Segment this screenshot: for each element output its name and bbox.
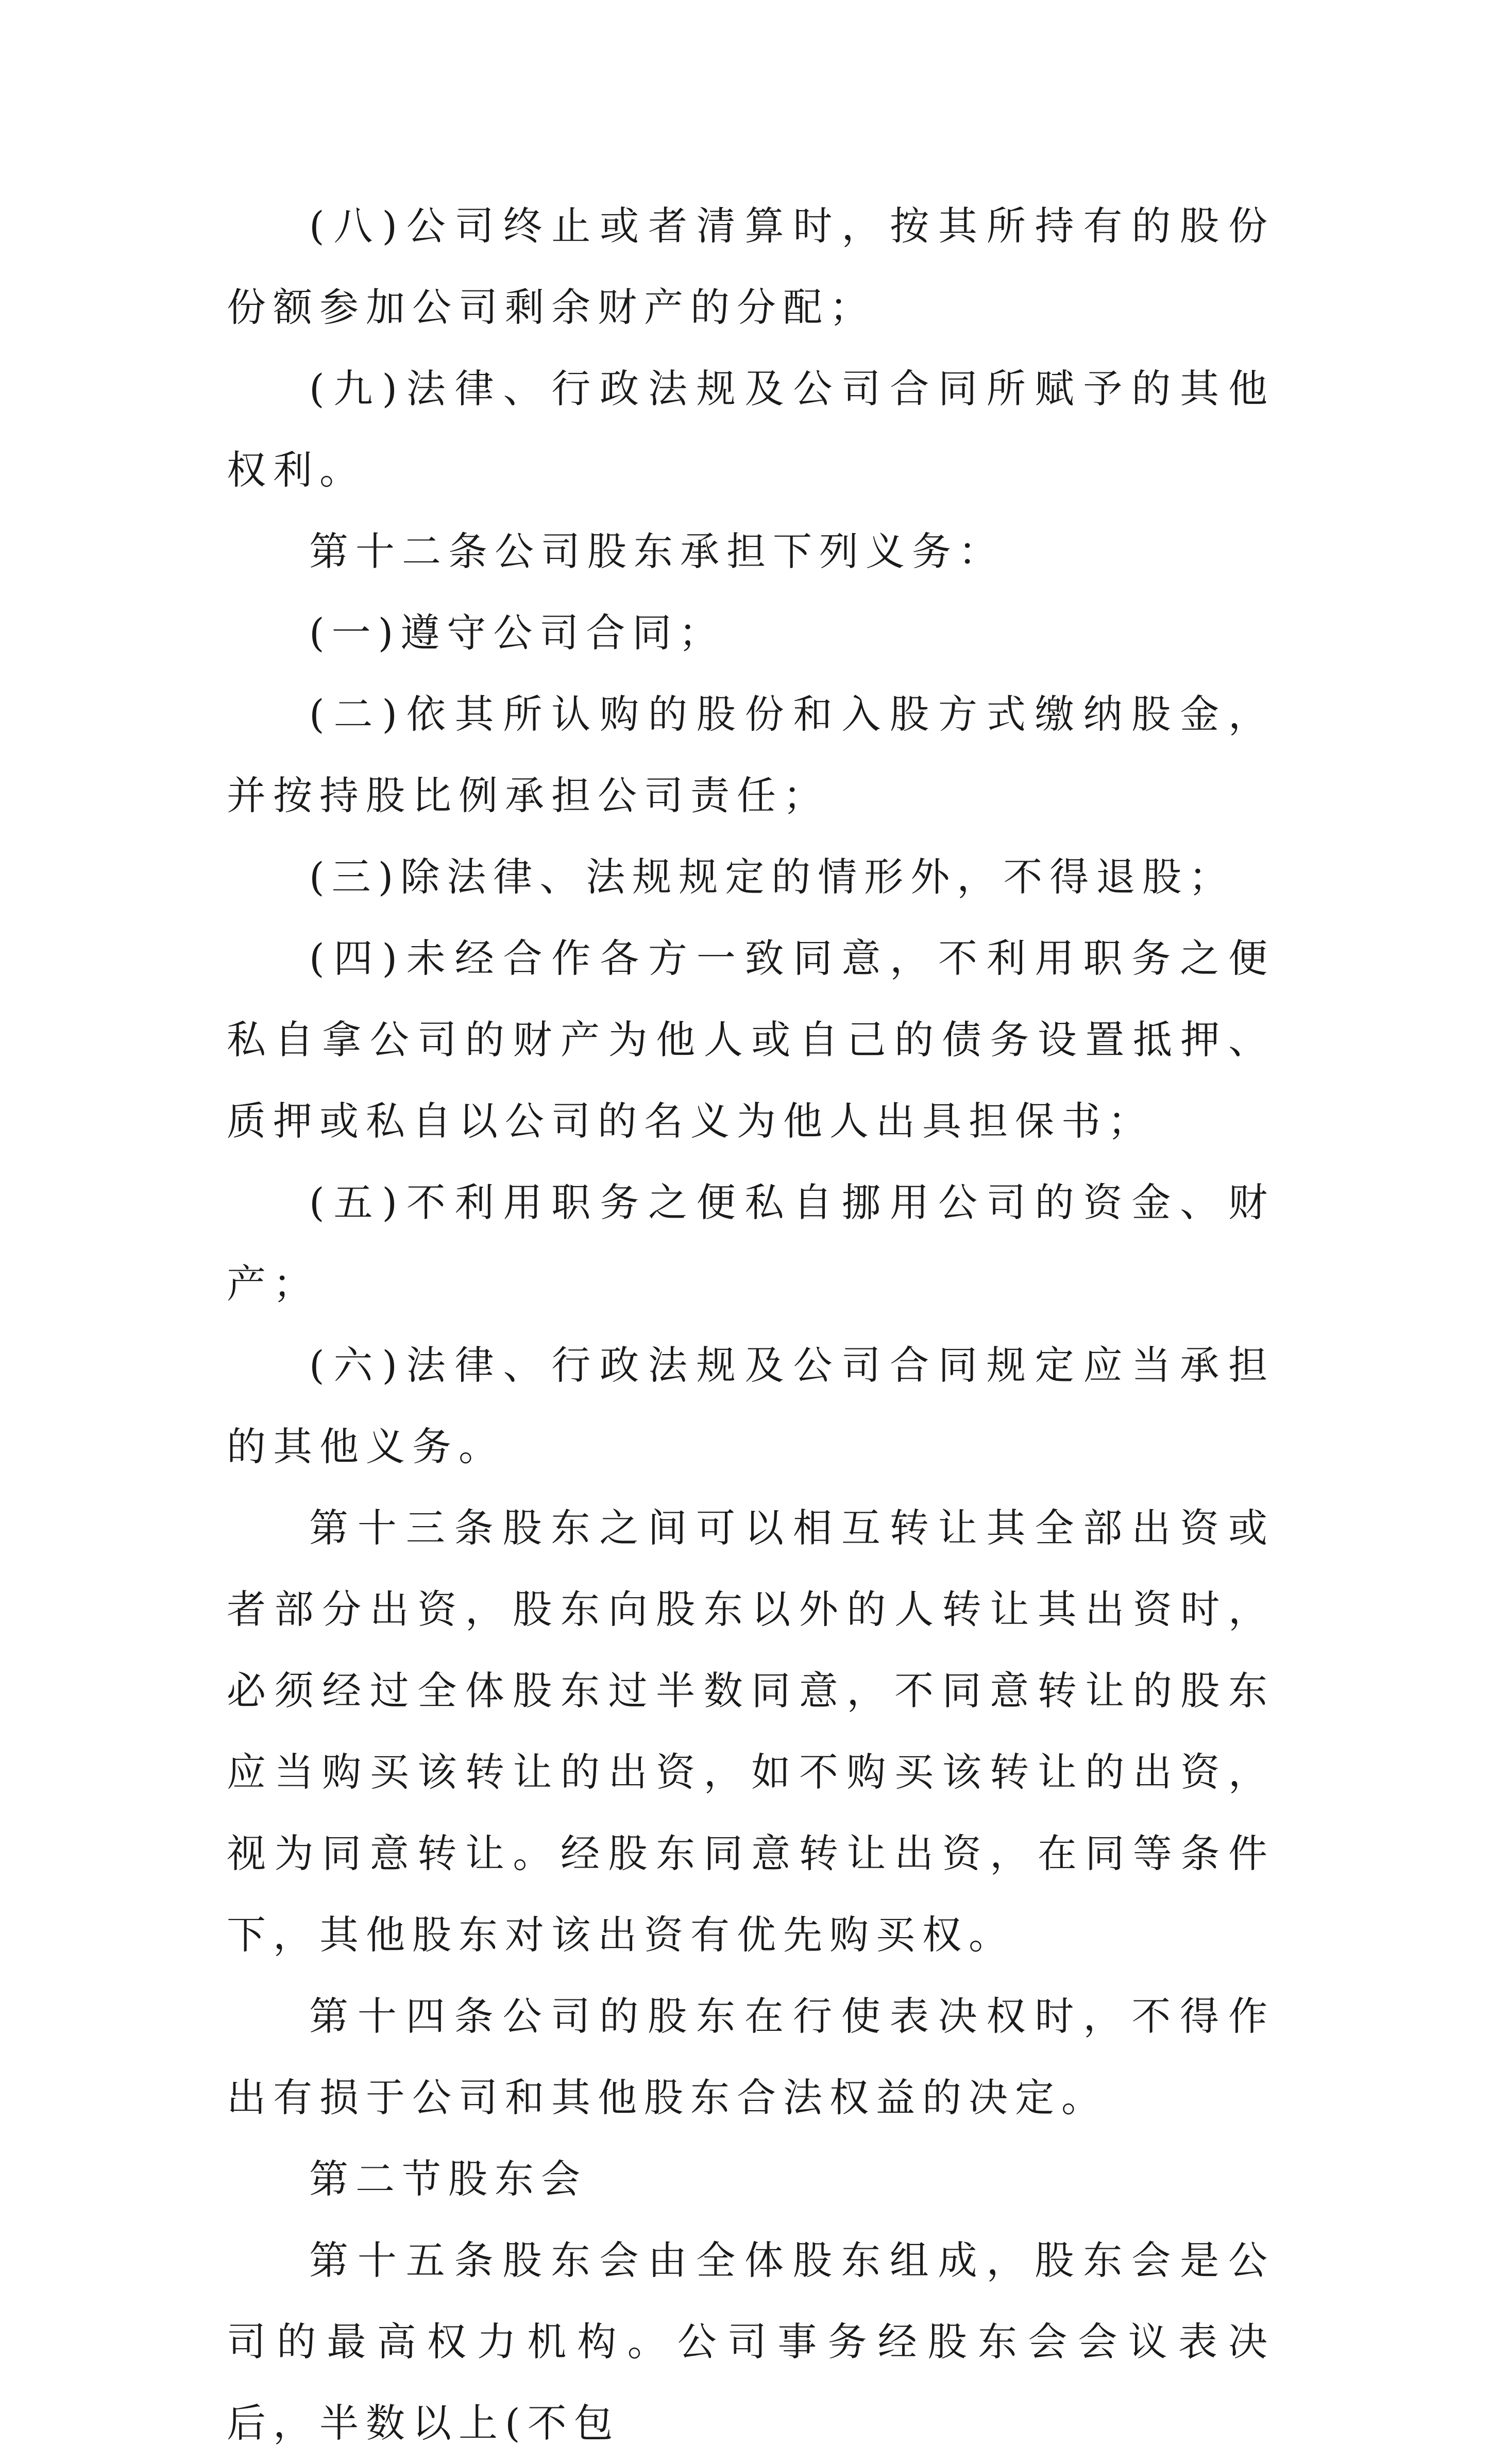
paragraph-article-12: 第十二条公司股东承担下列义务： [309,528,1005,574]
paragraph-article-12-item-2: (二)依其所认购的股份和入股方式缴纳股金，并按持股比例承担公司责任； [227,691,1275,818]
paragraph-article-15: 第十五条股东会由全体股东组成，股东会是公司的最高权力机构。公司事务经股东会会议表决后，半数以上(不包 [227,2237,1275,2446]
paragraph-article-14: 第十四条公司的股东在行使表决权时，不得作出有损于公司和其他股东合法权益的决定。 [227,1993,1275,2120]
paragraph-article-12-item-6: (六)法律、行政法规及公司合同规定应当承担的其他义务。 [227,1342,1275,1469]
paragraph-article-11-item-9: (九)法律、行政法规及公司合同所赋予的其他权利。 [227,366,1275,493]
paragraph-article-13: 第十三条股东之间可以相互转让其全部出资或者部分出资，股东向股东以外的人转让其出资时，必须经过全体股东过半数同意，不同意转让的股东应当购买该转让的出资，如不购买该转让的出资，视为同意转让。经股东同意转让出资，在同等条件下，其他股东对该出资有优先购买权。 [227,1505,1275,1958]
paragraph-article-12-item-5: (五)不利用职务之便私自挪用公司的资金、财产； [227,1179,1275,1307]
paragraph-article-12-item-4: (四)未经合作各方一致同意，不利用职务之便私自拿公司的财产为他人或自己的债务设置抵押、质押或私自以公司的名义为他人出具担保书； [227,935,1275,1144]
section-heading-shareholders-meeting: 第二节股东会 [309,2156,587,2202]
paragraph-article-11-item-8: (八)公司终止或者清算时，按其所持有的股份份额参加公司剩余财产的分配； [227,203,1275,330]
document-body [227,185,1275,2464]
paragraph-article-12-item-3: (三)除法律、法规规定的情形外，不得退股； [309,854,1235,900]
paragraph-article-12-item-1: (一)遵守公司合同； [309,610,725,656]
